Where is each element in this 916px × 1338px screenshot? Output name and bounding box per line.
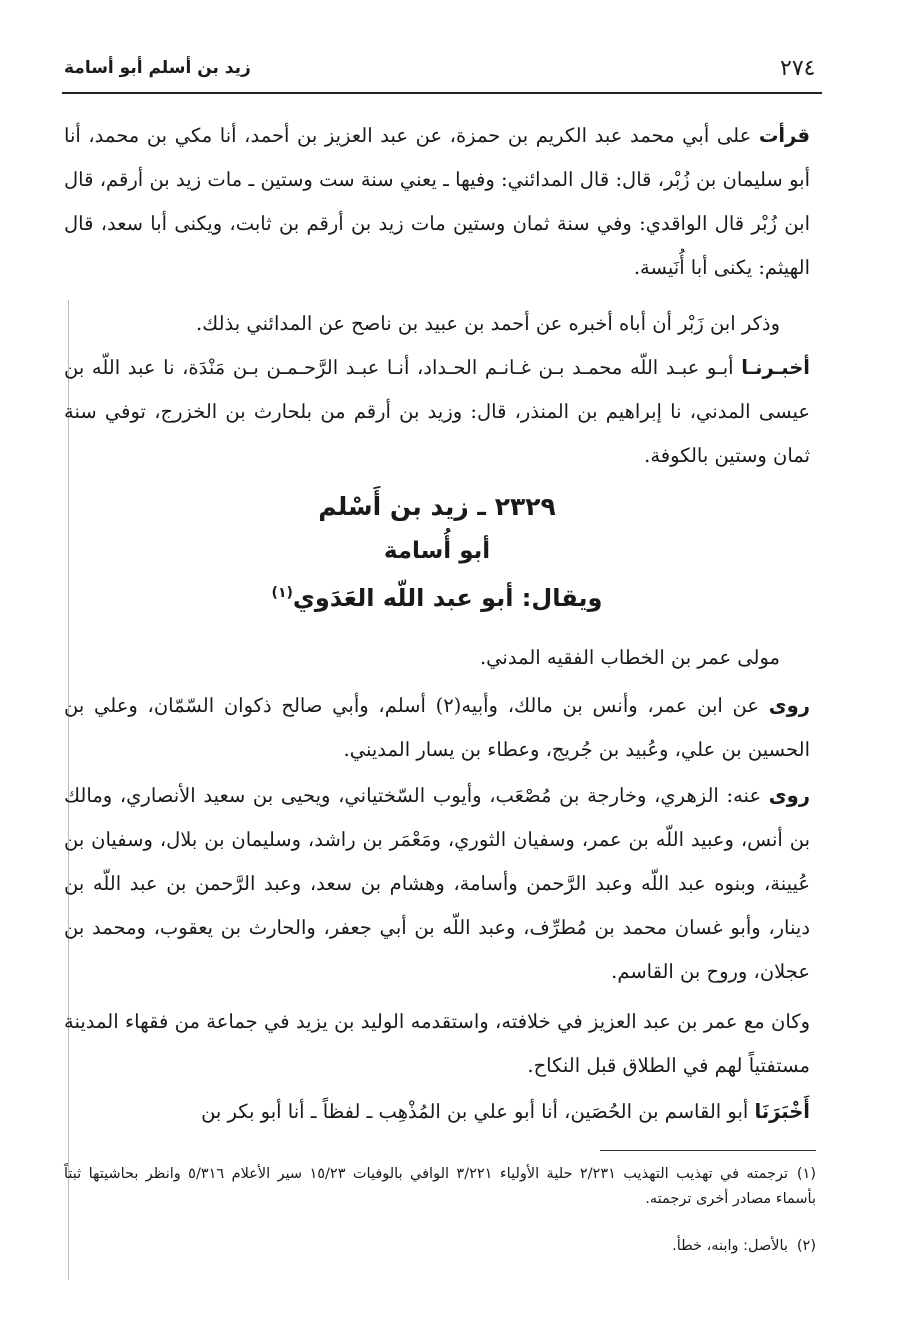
- footnote-2: [64, 1234, 816, 1259]
- paragraph-text: مولى عمر بن الخطاب الفقيه المدني.: [479, 646, 780, 669]
- paragraph-dhakara: [64, 302, 810, 346]
- paragraph-wa-kana: [64, 1000, 810, 1088]
- paragraph-text: على أبي محمد عبد الكريم بن حمزة، عن عبد العزيز بن أحمد، أنا مكي بن محمد، أنا أبو سليمان بن زُبْر، قال: قال المدائني: وفيها ـ يعني سنة ست وستين ـ مات زيد بن أرقم، قال ابن زُبْر قال الواقدي: وفي سنة ثمان وستين مات زيد بن أرقم بن ثابت، ويكنى أبا سعد، قال الهيثم: يكنى أبا أُنَيسة.: [64, 124, 810, 279]
- footnote-1: [64, 1162, 816, 1212]
- paragraph-akhbarana-1: [64, 346, 810, 478]
- paragraph-text: وكان مع عمر بن عبد العزيز في خلافته، واستقدمه الوليد بن يزيد في جماعة من فقهاء المدينة مستفتياً لهم في الطلاق قبل النكاح.: [64, 1010, 810, 1077]
- footnote-mark: (٢): [796, 1238, 816, 1254]
- footnote-text: بالأصل: وابنه، خطأ.: [672, 1238, 788, 1254]
- paragraph-text: أبـو عبـد اللّه محمـد بـن غـانـم الحـداد، أنـا عبـد الرَّحـمـن بـن مَنْدَة، نا عبد اللّه بن عيسى المدني، نا إبراهيم بن المنذر، قال: وزيد بن أرقم من بلحارث بن الخزرج، توفي سنة ثمان وستين بالكوفة.: [64, 356, 810, 467]
- paragraph-text: أبو القاسم بن الحُصَين، أنا أبو علي بن المُذْهِب ـ لفظاً ـ أنا أبو بكر بن: [201, 1100, 755, 1123]
- paragraph-text: عنه: الزهري، وخارجة بن مُصْعَب، وأيوب السّختياني، ويحيى بن سعيد الأنصاري، ومالك بن أنس، وعبيد اللّه بن عمر، وسفيان الثوري، ومَعْمَر بن راشد، وسليمان بن بلال، وسفيان بن عُيينة، وبنوه عبد اللّه وعبد الرَّحمن وأسامة، وهشام بن سعد، وعبد الرَّحمن بن عبد اللّه بن دينار، وأبو غسان محمد بن مُطرِّف، وعبد اللّه بن أبي جعفر، والحارث بن يعقوب، ومحمد بن عجلان، وروح بن القاسم.: [64, 784, 810, 983]
- header-rule: [62, 92, 822, 94]
- paragraph-lead: قرأت: [758, 124, 810, 147]
- footnote-rule: [600, 1150, 816, 1151]
- paragraph-qara-tu: [64, 114, 810, 290]
- page-number: ٢٧٤: [780, 56, 816, 81]
- entry-heading-name: ٢٣٢٩ ـ زيد بن أَسْلم: [318, 492, 556, 521]
- entry-heading-alt-text: ويقال: أبو عبد اللّه العَدَوي: [292, 584, 603, 612]
- paragraph-rawa-anhu: [64, 774, 810, 994]
- entry-heading-alt: [64, 584, 810, 612]
- paragraph-mawla: [64, 636, 810, 680]
- footnote-mark: (١): [796, 1166, 816, 1182]
- paragraph-lead: روى: [768, 694, 810, 717]
- footnote-ref: (١): [271, 585, 293, 601]
- footnote-text: ترجمته في تهذيب التهذيب ٢/٢٣١ حلية الأولياء ٣/٢٢١ الوافي بالوفيات ١٥/٢٣ سير الأعلام ٥/٣١٦ وانظر بحاشيتها ثبتاً بأسماء مصادر أخرى ترجمته.: [64, 1166, 816, 1207]
- paragraph-lead: أخبـرنـا: [741, 356, 810, 379]
- paragraph-text: عن ابن عمر، وأنس بن مالك، وأبيه(٢) أسلم، وأبي صالح ذكوان السّمّان، وعلي بن الحسين بن علي، وعُبيد بن جُريج، وعطاء بن يسار المديني.: [64, 694, 810, 761]
- paragraph-lead: أَخْبَرَنَا: [754, 1100, 810, 1123]
- entry-heading-kunya: أبو أُسامة: [383, 538, 491, 564]
- running-title: زيد بن أسلم أبو أسامة: [64, 58, 251, 78]
- paragraph-akhbarana-2: [64, 1090, 810, 1134]
- paragraph-lead: روى: [768, 784, 810, 807]
- paragraph-rawa-an: [64, 684, 810, 772]
- paragraph-text: وذكر ابن زَبْر أن أباه أخبره عن أحمد بن عبيد بن ناصح عن المدائني بذلك.: [195, 312, 780, 335]
